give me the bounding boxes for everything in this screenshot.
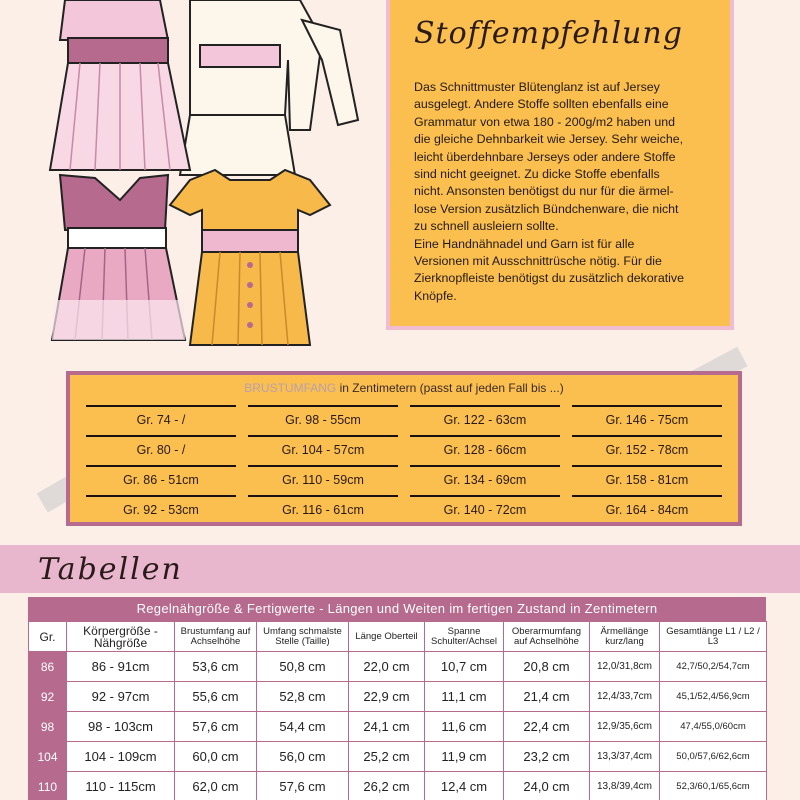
garment-drawings (40, 0, 370, 355)
bust-cell: Gr. 128 - 66cm (410, 435, 560, 465)
cell: 60,0 cm (175, 742, 257, 772)
bust-grid (80, 405, 728, 525)
header-bust: Brustumfang auf Achselhöhe (175, 622, 257, 652)
header-total-length: Gesamtlänge L1 / L2 / L3 (660, 622, 767, 652)
cell: 62,0 cm (175, 772, 257, 800)
cell: 42,7/50,2/54,7cm (660, 652, 767, 682)
cell: 98 - 103cm (67, 712, 175, 742)
cell: 22,9 cm (349, 682, 425, 712)
bust-cell: Gr. 116 - 61cm (248, 495, 398, 525)
cell: 52,8 cm (257, 682, 349, 712)
rec-line: Eine Handnähnadel und Garn ist für alle (414, 236, 635, 251)
cell: 92 - 97cm (67, 682, 175, 712)
cell: 104 - 109cm (67, 742, 175, 772)
bust-cell: Gr. 134 - 69cm (410, 465, 560, 495)
cell: 25,2 cm (349, 742, 425, 772)
cell: 86 - 91cm (67, 652, 175, 682)
bust-cell: Gr. 140 - 72cm (410, 495, 560, 525)
bust-cell: Gr. 152 - 78cm (572, 435, 722, 465)
cell: 20,8 cm (504, 652, 590, 682)
cell: 24,0 cm (504, 772, 590, 800)
cell: 22,0 cm (349, 652, 425, 682)
bust-cell: Gr. 158 - 81cm (572, 465, 722, 495)
cream-dress-drawing (180, 0, 358, 175)
cell: 53,6 cm (175, 652, 257, 682)
bust-heading-highlight: BRUSTUMFANG (244, 381, 337, 395)
rec-line: leicht überdehnbare Jerseys oder andere Stoffe (414, 149, 676, 164)
rec-line: Das Schnittmuster Blütenglanz ist auf Jersey (414, 80, 660, 94)
cell: 13,3/37,4cm (590, 742, 660, 772)
table-header-row (29, 622, 767, 652)
table-caption: Regelnähgröße & Fertigwerte - Längen und Weiten im fertigen Zustand in Zentimetern (28, 597, 766, 621)
bust-cell: Gr. 110 - 59cm (248, 465, 398, 495)
rec-line: sind nicht geeignet. Zu dicke Stoffe ebenfalls (414, 167, 660, 182)
cell: 22,4 cm (504, 712, 590, 742)
cell: 12,0/31,8cm (590, 652, 660, 682)
cell: 55,6 cm (175, 682, 257, 712)
fabric-recommendation-title: Stoffempfehlung (414, 16, 683, 51)
cell: 52,3/60,1/65,6cm (660, 772, 767, 800)
bust-cell: Gr. 80 - / (86, 435, 236, 465)
header-shoulder-span: Spanne Schulter/Achsel (425, 622, 504, 652)
table-row (29, 742, 767, 772)
rec-line: ausgelegt. Andere Stoffe sollten ebenfalls eine (414, 97, 669, 112)
yellow-top-drawing (170, 170, 330, 345)
header-bodice-length: Länge Oberteil (349, 622, 425, 652)
fabric-recommendation-text (414, 79, 712, 305)
cell: 21,4 cm (504, 682, 590, 712)
cell: 23,2 cm (504, 742, 590, 772)
cell: 57,6 cm (175, 712, 257, 742)
header-upper-arm: Oberarmumfang auf Achselhöhe (504, 622, 590, 652)
table-row (29, 772, 767, 800)
pink-dress-drawing (50, 0, 190, 170)
section-title: Tabellen (38, 552, 183, 587)
cell: 50,0/57,6/62,6cm (660, 742, 767, 772)
bust-cell: Gr. 74 - / (86, 405, 236, 435)
cell: 11,1 cm (425, 682, 504, 712)
header-size: Gr. (29, 622, 67, 652)
bust-heading-rest: in Zentimetern (passt auf jeden Fall bis ...) (336, 381, 564, 395)
cell-size: 86 (29, 652, 67, 682)
cell: 11,6 cm (425, 712, 504, 742)
garment-illustration (40, 0, 370, 355)
header-sleeve-length: Ärmellänge kurz/lang (590, 622, 660, 652)
bust-cell: Gr. 98 - 55cm (248, 405, 398, 435)
cell: 50,8 cm (257, 652, 349, 682)
cell: 110 - 115cm (67, 772, 175, 800)
cell: 12,4 cm (425, 772, 504, 800)
cell: 13,8/39,4cm (590, 772, 660, 800)
bust-cell: Gr. 122 - 63cm (410, 405, 560, 435)
rec-line: Knöpfe. (414, 288, 457, 303)
rec-line: Versionen mit Ausschnittrüsche nötig. Für die (414, 254, 662, 269)
cell: 54,4 cm (257, 712, 349, 742)
measurements-grid (28, 621, 767, 800)
bust-circumference-box (66, 371, 742, 526)
cell-size: 104 (29, 742, 67, 772)
cell: 56,0 cm (257, 742, 349, 772)
rec-line: die gleiche Dehnbarkeit wie Jersey. Sehr weiche, (414, 132, 684, 147)
rec-line: Zierknopfleiste benötigst du zusätzlich dekorative (414, 271, 684, 286)
fabric-recommendation-box (386, 0, 734, 330)
cell: 57,6 cm (257, 772, 349, 800)
bust-cell: Gr. 146 - 75cm (572, 405, 722, 435)
cell: 24,1 cm (349, 712, 425, 742)
header-body-height: Körpergröße - Nähgröße (67, 622, 175, 652)
table-row (29, 682, 767, 712)
header-waist: Umfang schmalste Stelle (Taille) (257, 622, 349, 652)
bust-heading (70, 381, 738, 395)
cell: 12,9/35,6cm (590, 712, 660, 742)
measurements-table (28, 597, 766, 800)
bust-cell: Gr. 86 - 51cm (86, 465, 236, 495)
table-row (29, 652, 767, 682)
rec-line: zu schnell ausleiern sollte. (414, 219, 559, 234)
cell: 45,1/52,4/56,9cm (660, 682, 767, 712)
cell: 47,4/55,0/60cm (660, 712, 767, 742)
rec-line: nicht. Ansonsten benötigst du nur für die ärmel- (414, 184, 674, 199)
bust-cell: Gr. 104 - 57cm (248, 435, 398, 465)
bust-cell: Gr. 164 - 84cm (572, 495, 722, 525)
bust-cell: Gr. 92 - 53cm (86, 495, 236, 525)
cell: 11,9 cm (425, 742, 504, 772)
cell-size: 92 (29, 682, 67, 712)
table-row (29, 712, 767, 742)
cell-size: 98 (29, 712, 67, 742)
sleeveless-top-drawing (52, 175, 185, 340)
cell: 12,4/33,7cm (590, 682, 660, 712)
cell-size: 110 (29, 772, 67, 800)
rec-line: lose Version zusätzlich Bündchenware, die nicht (414, 201, 679, 216)
cell: 26,2 cm (349, 772, 425, 800)
rec-line: Grammatur von etwa 180 - 200g/m2 haben und (414, 114, 676, 129)
cell: 10,7 cm (425, 652, 504, 682)
